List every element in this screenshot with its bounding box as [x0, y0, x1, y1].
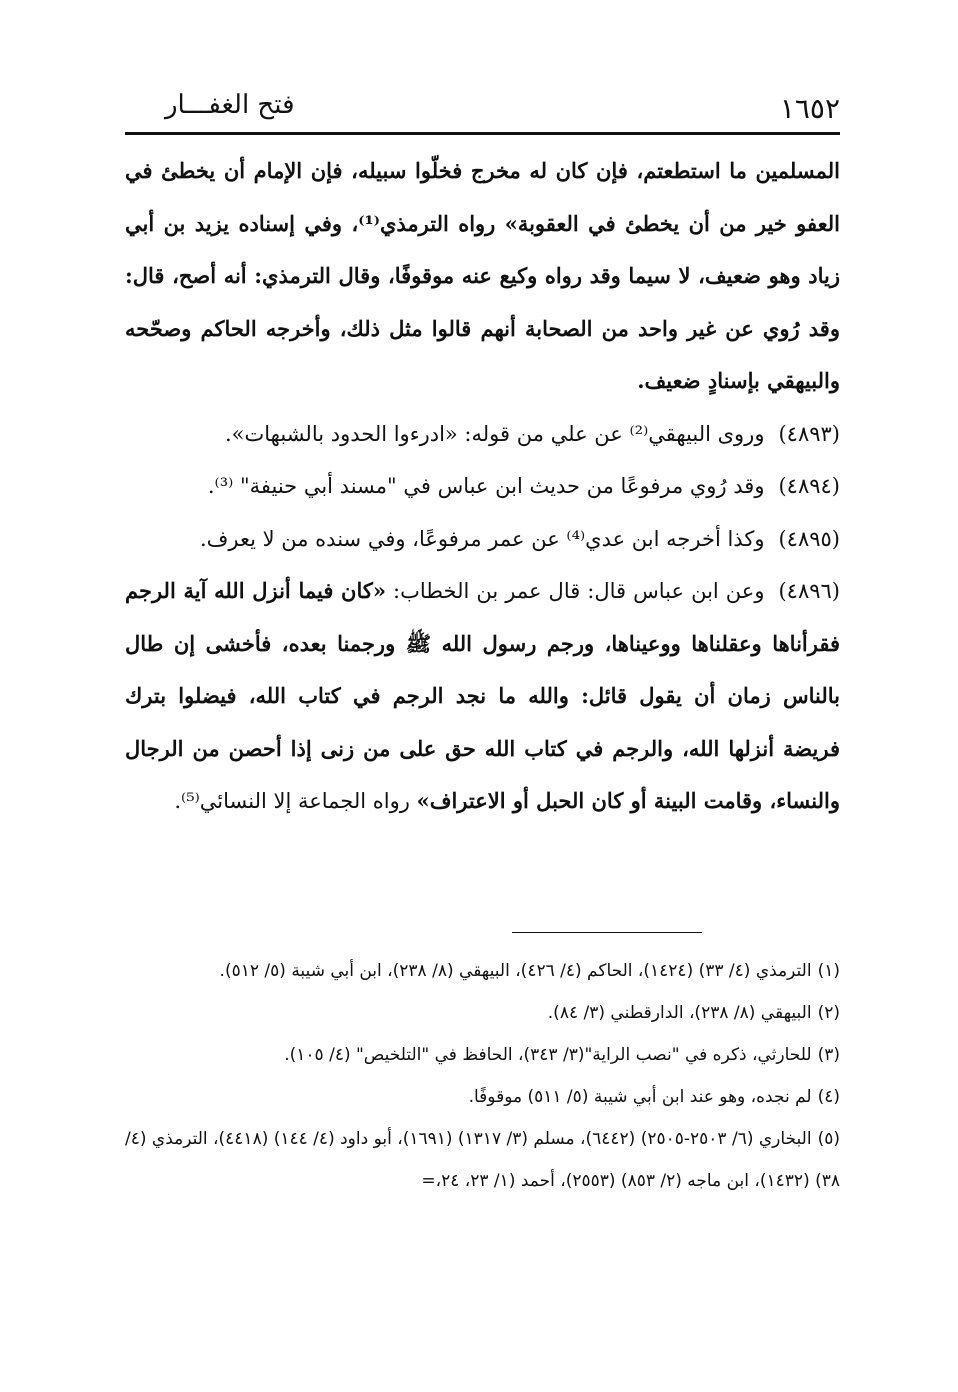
footnote-separator — [512, 932, 702, 933]
footnote-text: الترمذي (٤/ ٣٣) (١٤٢٤)، الحاكم (٤/ ٤٢٦)، البيهقي (٨/ ٢٣٨)، ابن أبي شيبة (٥/ ٥١٢). — [219, 961, 812, 981]
footnote-number: (٤) — [817, 1087, 840, 1107]
footnote-text: البخاري (٦/ ٢٥٠٣-٢٥٠٥) (٦٤٤٢)، مسلم (٣/ ١٣١٧) (١٦٩١)، أبو داود (٤/ ١٤٤) (٤٤١٨)، الترمذي (٤/ ٣٨) (١٤٣٢)، ابن ماجه (٢/ ٨٥٣) (٢٥٥٣)، أحمد (١/ ٢٣، ٢٤،= — [124, 1129, 840, 1191]
footnote-number: (٢) — [817, 1003, 840, 1023]
footnote-1 — [125, 950, 840, 992]
page-header — [125, 84, 840, 135]
footnotes — [125, 950, 840, 1202]
footnote-text: البيهقي (٨/ ٢٣٨)، الدارقطني (٣/ ٨٤). — [547, 1003, 812, 1023]
footnote-number: (٥) — [817, 1129, 840, 1149]
hadith-text: وقد رُوي مرفوعًا من حديث ابن عباس في "مسند أبي حنيفة" ⁽³⁾. — [207, 474, 765, 498]
running-title: فتح الغفـــار — [165, 90, 295, 120]
hadith-text: وكذا أخرجه ابن عدي⁽⁴⁾ عن عمر مرفوعًا، وفي سنده من لا يعرف. — [199, 526, 765, 551]
hadith-intro: وعن ابن عباس قال: قال عمر بن الخطاب: — [386, 579, 765, 603]
hadith-4894 — [125, 460, 840, 513]
footnote-text: للحارثي، ذكره في "نصب الراية"(٣/ ٣٤٣)، الحافظ في "التلخيص" (٤/ ١٠٥). — [284, 1045, 812, 1065]
main-text — [125, 145, 840, 828]
footnote-4 — [125, 1076, 840, 1118]
hadith-number: (٤٨٩٤) — [778, 474, 840, 498]
hadith-4893 — [125, 408, 840, 461]
hadith-number: (٤٨٩٥) — [778, 526, 840, 551]
footnote-5 — [125, 1118, 840, 1202]
footnote-text: لم نجده، وهو عند ابن أبي شيبة (٥/ ٥١١) موقوفًا. — [468, 1087, 812, 1107]
footnote-3 — [125, 1034, 840, 1076]
footnote-number: (٣) — [817, 1045, 840, 1065]
footnote-number: (١) — [817, 961, 840, 981]
paragraph-continuation: المسلمين ما استطعتم، فإن كان له مخرج فخلّوا سبيله، فإن الإمام أن يخطئ في العفو خير من أن يخطئ في العقوبة» رواه الترمذي⁽¹⁾، وفي إسناده يزيد بن أبي زياد وهو ضعيف، لا سيما وقد رواه وكيع عنه موقوفًا، وقال الترمذي: أنه أصح، قال: وقد رُوي عن غير واحد من الصحابة أنهم قالوا مثل ذلك، وأخرجه الحاكم وصحّحه والبيهقي بإسنادٍ ضعيف. — [125, 158, 840, 393]
hadith-quote: «كان فيما أنزل الله آية الرجم فقرأناها وعقلناها ووعيناها، ورجم رسول الله ﷺ ورجمنا بعده، فأخشى إن طال بالناس زمان أن يقول قائل: والله ما نجد الرجم في كتاب الله، فيضلوا بترك فريضة أنزلها الله، والرجم في كتاب الله حق على من زنى إذا أحصن من الرجال والنساء، وقامت البينة أو كان الحبل أو الاعتراف» — [125, 578, 840, 813]
hadith-text: وروى البيهقي⁽²⁾ عن علي من قوله: «ادرءوا الحدود بالشبهات». — [224, 421, 765, 446]
hadith-number: (٤٨٩٣) — [778, 421, 840, 446]
hadith-4895 — [125, 513, 840, 566]
page-number: ١٦٥٢ — [779, 92, 840, 125]
hadith-number: (٤٨٩٦) — [778, 579, 840, 603]
hadith-attribution: رواه الجماعة إلا النسائي⁽⁵⁾. — [174, 789, 417, 813]
hadith-4896 — [125, 565, 840, 828]
footnote-2 — [125, 992, 840, 1034]
